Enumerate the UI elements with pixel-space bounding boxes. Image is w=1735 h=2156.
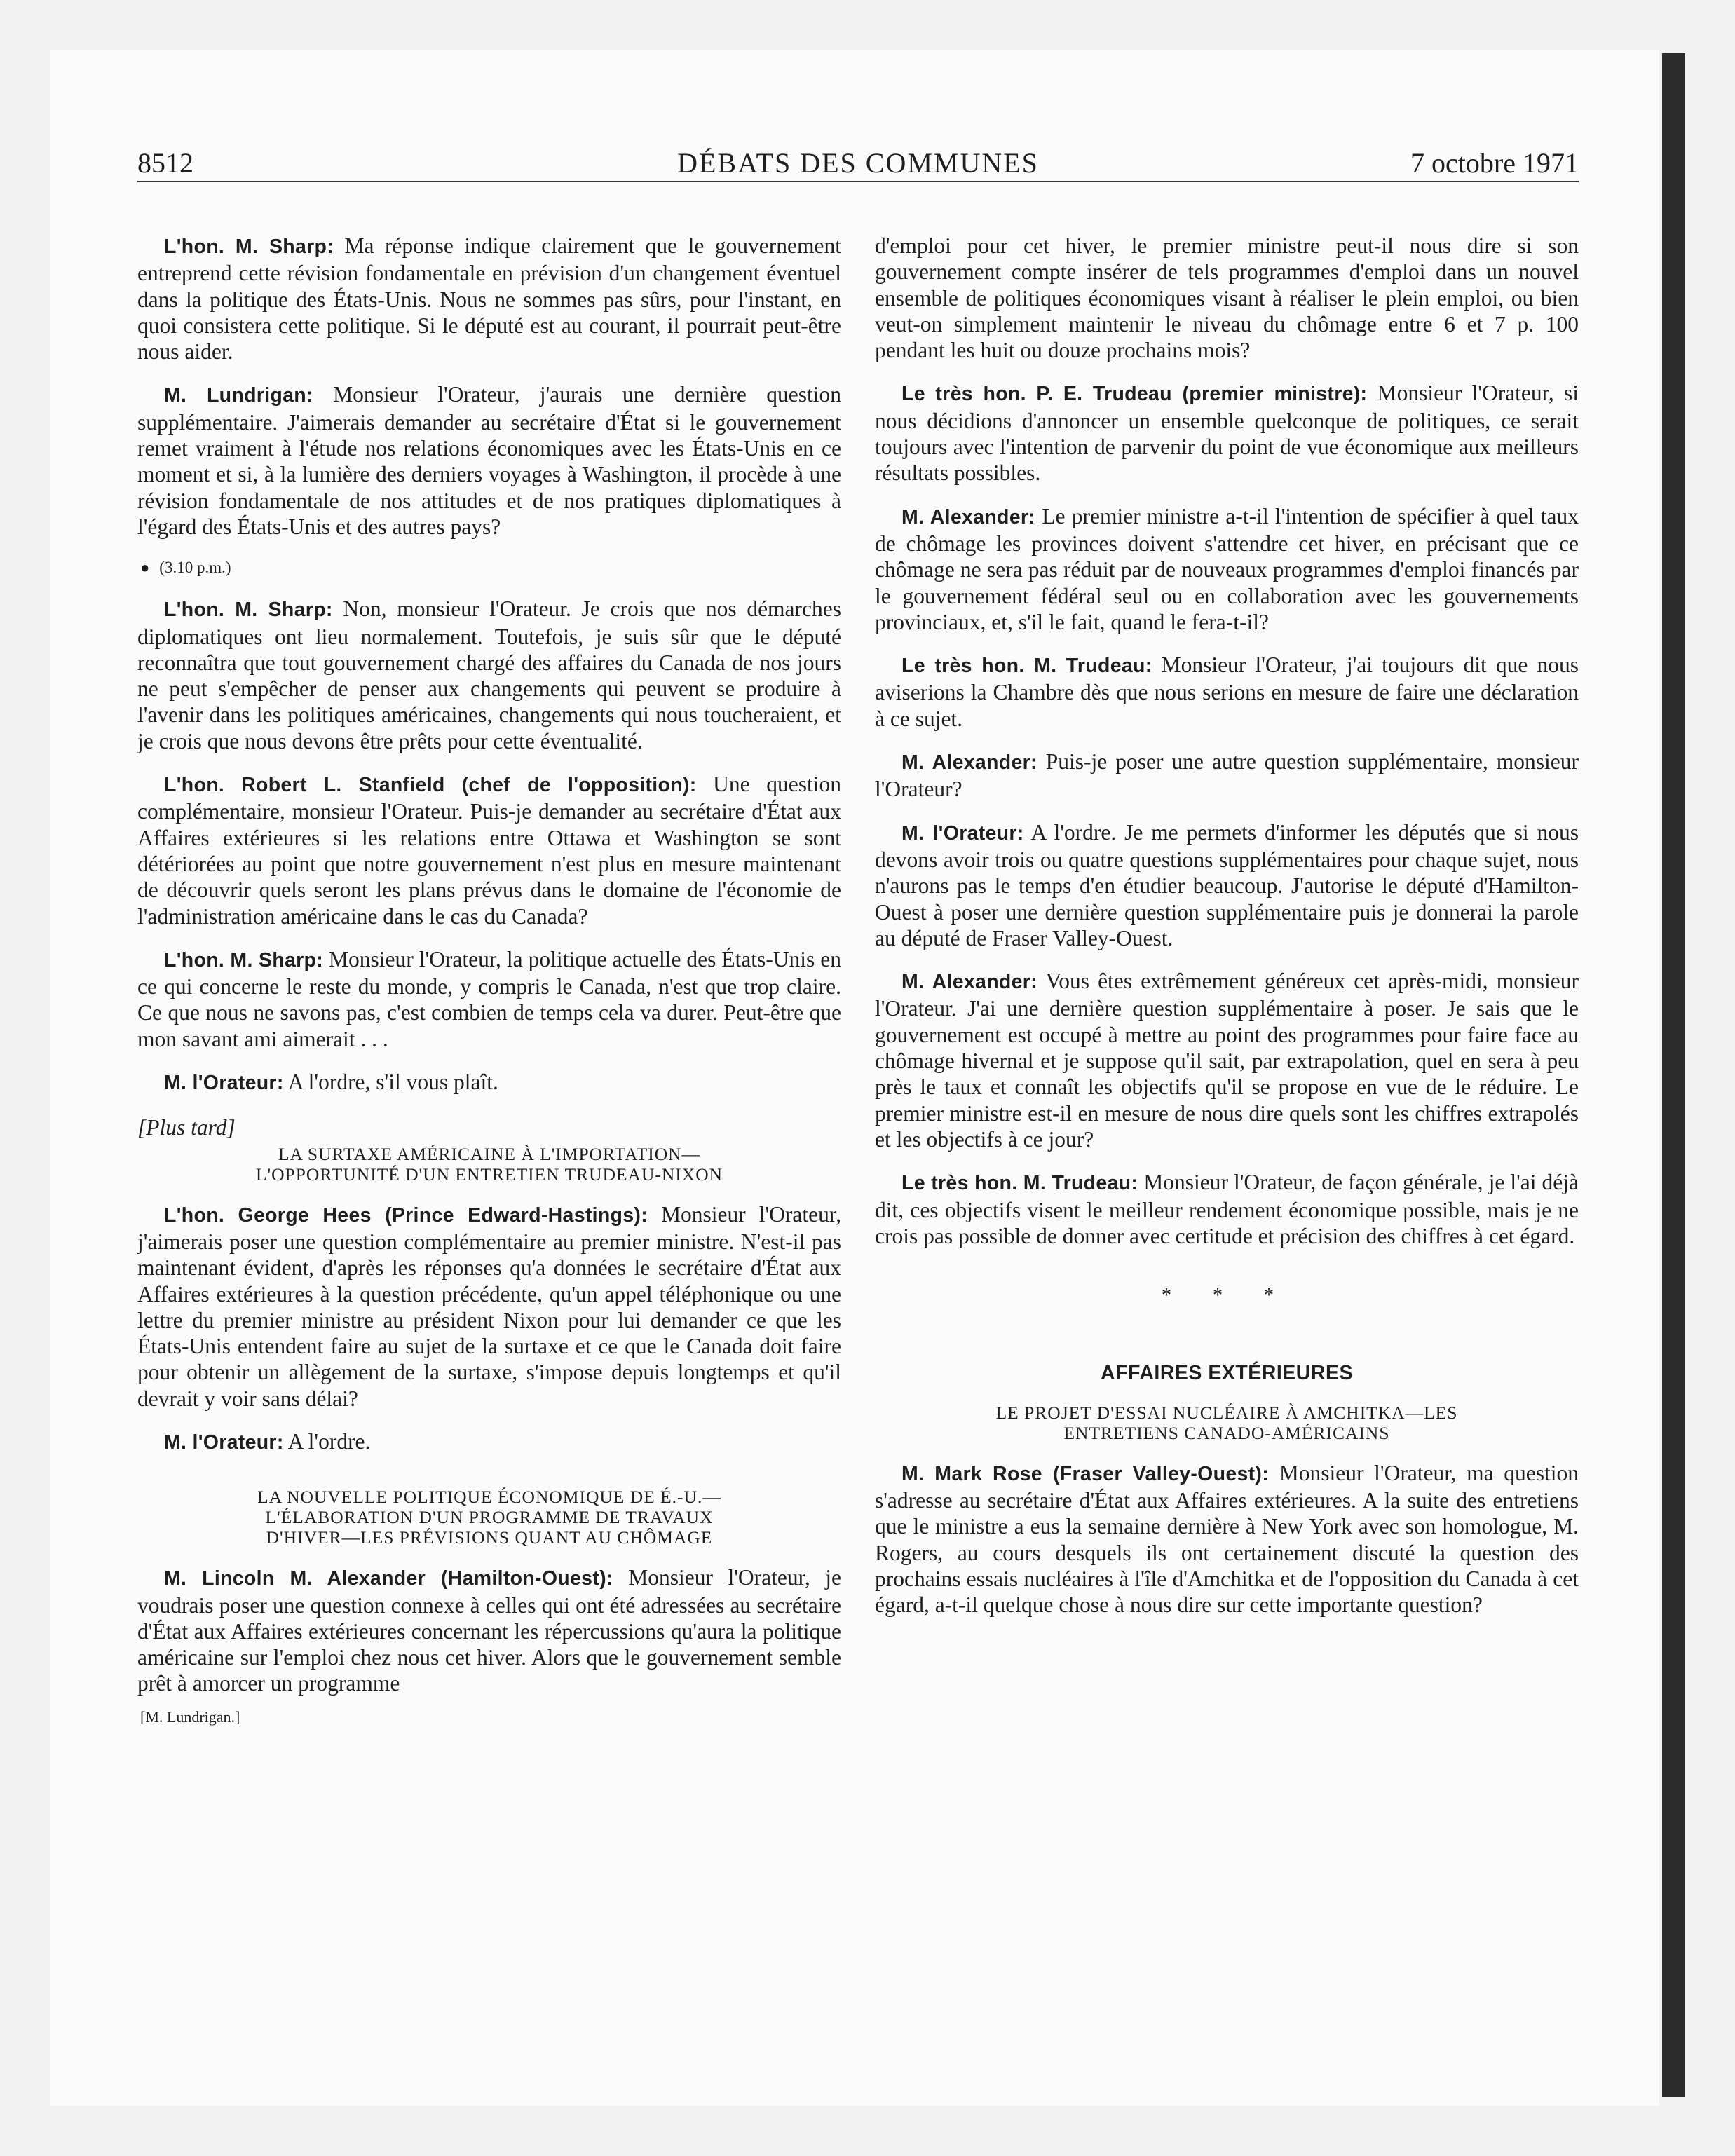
speech-text: Une question complémentaire, monsieur l'Orateur. Puis-je demander au secrétaire d'État aux Affaires extérieures si les relations entre Ottawa et Washington se sont détériorées au point que notre gouvernement n'est plus en mesure maintenant de découvrir quels seront les plans prévus dans le domaine de l'économie de l'administration américaine dans le cas du Canada? [137,772,841,929]
speech-text: Ma réponse indique clairement que le gouvernement entreprend cette révision fondamentale en prévision d'un changement éventuel dans la politique des États-Unis. Nous ne sommes pas sûrs, pour l'instant, en quoi consistera cette politique. Si le député est au courant, il pourrait peut-être nous aider. [137,233,841,364]
page-footnote: [M. Lundrigan.] [140,1707,240,1726]
speech-text: d'emploi pour cet hiver, le premier ministre peut-il nous dire si son gouvernement compte insérer de tels programmes d'emploi dans un nouvel ensemble de politiques économiques visant à réaliser le plein emploi, ou bien veut-on simplement maintenir le niveau du chômage entre 6 et 7 p. 100 pendant les huit ou douze prochains mois? [875,233,1579,363]
speaker-name: M. l'Orateur: [164,1431,284,1454]
speaker-name: Le très hon. P. E. Trudeau (premier ministre): [901,383,1368,406]
topic-line: L'ÉLABORATION D'UN PROGRAMME DE TRAVAUX [265,1507,714,1528]
speech-text: Non, monsieur l'Orateur. Je crois que nos démarches diplomatiques ont lieu normalement. Toutefois, je suis sûr que le député reconnaîtra que tout gouvernement chargé des affaires du Canada de nos jours ne peut s'empêcher de penser aux changements qui peuvent se produire à l'avenir dans les politiques américaines, changements qui nous toucheraient, et je crois que nous devons être prêts pour cette éventualité. [137,596,841,753]
speech-paragraph [875,652,1579,732]
running-head [137,146,1579,182]
speech-paragraph [137,1069,841,1096]
speaker-name: L'hon. M. Sharp: [164,236,334,258]
speech-text: A l'ordre, s'il vous plaît. [283,1070,498,1095]
speech-text: Puis-je poser une autre question supplémentaire, monsieur l'Orateur? [875,749,1579,802]
speaker-name: M. Mark Rose (Fraser Valley-Ouest): [901,1462,1270,1485]
speaker-name: M. l'Orateur: [164,1072,284,1095]
speaker-name: M. Lincoln M. Alexander (Hamilton-Ouest): [164,1567,613,1590]
speaker-name: M. Alexander: [901,971,1037,994]
speech-text: Monsieur l'Orateur, j'aimerais poser une question complémentaire au premier ministre. N'est-il pas maintenant évident, d'après les réponses qu'a données le secrétaire d'État aux Affaires extérieures à la question précédente, qu'un appel téléphonique ou une lettre du premier ministre au président Nixon pour lui demander ce que les États-Unis entendent faire au sujet de la surtaxe et ce que le Canada doit faire pour obtenir un allègement de la surtaxe, s'impose depuis longtemps et qu'il devrait y voir sans délai? [137,1201,841,1411]
section-separator: * * * [1162,1285,1292,1307]
speaker-name: L'hon. M. Sharp: [164,948,324,971]
speaker-name: M. Alexander: [901,751,1037,775]
speech-text: A l'ordre. [283,1428,371,1454]
speaker-name: M. Alexander: [901,505,1036,528]
speech-paragraph [137,946,841,1052]
speech-paragraph [875,380,1579,486]
bullet-icon: ● [140,559,150,577]
speech-text: A l'ordre. Je me permets d'informer les députés que si nous devons avoir trois ou quatre questions supplémentaires pour chaque sujet, nous n'aurons pas le temps d'en étudier beaucoup. J'autorise le député d'Hamilton-Ouest à poser une dernière question supplémentaire puis je donnerai la parole au député de Fraser Valley-Ouest. [875,819,1579,950]
speech-paragraph [875,503,1579,635]
speech-paragraph [875,968,1579,1152]
speech-paragraph [137,233,841,364]
left-column [137,233,841,1730]
section-heading: AFFAIRES EXTÉRIEURES [1101,1362,1353,1385]
timestamp-text: (3.10 p.m.) [159,559,231,577]
later-note: [Plus tard] [137,1115,236,1140]
speech-paragraph [875,819,1579,951]
topic-heading [875,1403,1579,1443]
speech-paragraph [137,596,841,754]
speech-paragraph [875,233,1579,363]
speech-paragraph [137,771,841,929]
speaker-name: L'hon. Robert L. Stanfield (chef de l'opposition): [164,774,697,797]
publication-date: 7 octobre 1971 [1410,147,1579,179]
speech-paragraph [137,381,841,540]
speaker-name: Le très hon. M. Trudeau: [901,1172,1138,1195]
speech-paragraph [875,1460,1579,1618]
topic-heading [137,1144,841,1185]
speaker-name: M. Lundrigan: [164,384,313,407]
speech-text: Monsieur l'Orateur, j'aurais une dernière question supplémentaire. J'aimerais demander au secrétaire d'État si le gouvernement remet vraiment à l'étude nos relations économiques avec les États-Unis en ce moment et si, à la lumière des derniers voyages à Washington, il procède à une révision fondamentale de nos attitudes et de nos pratiques diplomatiques à l'égard des États-Unis et des autres pays? [137,382,842,539]
speech-paragraph [875,749,1579,803]
speech-text: Monsieur l'Orateur, de façon générale, je l'ai déjà dit, ces objectifs visent le meilleur rendement économique possible, mais je ne crois pas possible de donner avec certitude et précision des chiffres à cet égard. [875,1170,1579,1248]
speech-paragraph [875,1169,1579,1249]
topic-line: ENTRETIENS CANADO-AMÉRICAINS [1063,1422,1390,1443]
speech-paragraph [137,1201,841,1412]
speaker-name: L'hon. M. Sharp: [164,599,333,622]
topic-heading [137,1487,841,1548]
page-number: 8512 [137,147,193,179]
speech-text: Le premier ministre a-t-il l'intention de spécifier à quel taux de chômage les provinces doivent s'attendre cet hiver, en précisant que ce chômage ne sera pas réduit par de nouveaux programmes d'emploi financés par le gouvernement fédéral seul ou en collaboration avec les gouvernements provinciaux, et, s'il le fait, quand le fera-t-il? [875,503,1579,634]
scan-edge [1662,53,1685,2097]
speaker-name: Le très hon. M. Trudeau: [901,655,1152,678]
speaker-name: L'hon. George Hees (Prince Edward-Hastings): [164,1203,648,1227]
publication-title: DÉBATS DES COMMUNES [677,147,1039,179]
speech-text: Monsieur l'Orateur, la politique actuelle des États-Unis en ce qui concerne le reste du monde, y compris le Canada, n'est que trop claire. Ce que nous ne savons pas, c'est combien de temps cela va durer. Peut-être que mon savant ami aimerait . . . [137,946,841,1051]
speech-text: Monsieur l'Orateur, si nous décidions d'annoncer un ensemble quelconque de politiques, ce serait toujours avec l'intention de parvenir du point de vue économique aux meilleurs résultats possibles. [875,381,1579,486]
topic-line: LA SURTAXE AMÉRICAINE À L'IMPORTATION— [278,1143,701,1164]
speech-text: Vous êtes extrêmement généreux cet après-midi, monsieur l'Orateur. J'ai une dernière question supplémentaire à poser. Je sais que le gouvernement est occupé à mettre au point des programmes pour faire face au chômage hivernal et je suppose qu'il sait, par extrapolation, quel en sera à peu près le taux et connaît les objectifs qu'il se propose en vue de le réduire. Le premier ministre est-il en mesure de nous dire quels sont les chiffres extrapolés et les objectifs à ce jour? [875,969,1579,1152]
topic-line: LA NOUVELLE POLITIQUE ÉCONOMIQUE DE É.-U.— [257,1487,721,1508]
speech-text: Monsieur l'Orateur, j'ai toujours dit que nous aviserions la Chambre dès que nous serions en mesure de faire une déclaration à ce sujet. [875,653,1579,731]
right-column [875,233,1579,1635]
speaker-name: M. l'Orateur: [901,821,1024,845]
speech-text: Monsieur l'Orateur, je voudrais poser une question connexe à celles qui ont été adressées au secrétaire d'État aux Affaires extérieures concernant les répercussions qu'aura la politique américaine sur l'emploi chez nous cet hiver. Alors que le gouvernement semble prêt à amorcer un programme [137,1565,841,1696]
topic-line: D'HIVER—LES PRÉVISIONS QUANT AU CHÔMAGE [266,1527,713,1548]
topic-line: LE PROJET D'ESSAI NUCLÉAIRE À AMCHITKA—LES [995,1402,1458,1423]
speech-text: Monsieur l'Orateur, ma question s'adresse au secrétaire d'État aux Affaires extérieures. A la suite des entretiens que le ministre a eus la semaine dernière à New York avec son homologue, M. Rogers, au cours desquels ils ont certainement discuté la question des prochains essais nucléaires à l'île d'Amchitka et de l'opposition du Canada à cet égard, a-t-il quelque chose à nous dire sur cette importante question? [875,1460,1579,1618]
speech-paragraph [137,1564,841,1696]
speech-paragraph [137,1428,841,1456]
topic-line: L'OPPORTUNITÉ D'UN ENTRETIEN TRUDEAU-NIXON [255,1164,723,1185]
timestamp [140,557,841,579]
